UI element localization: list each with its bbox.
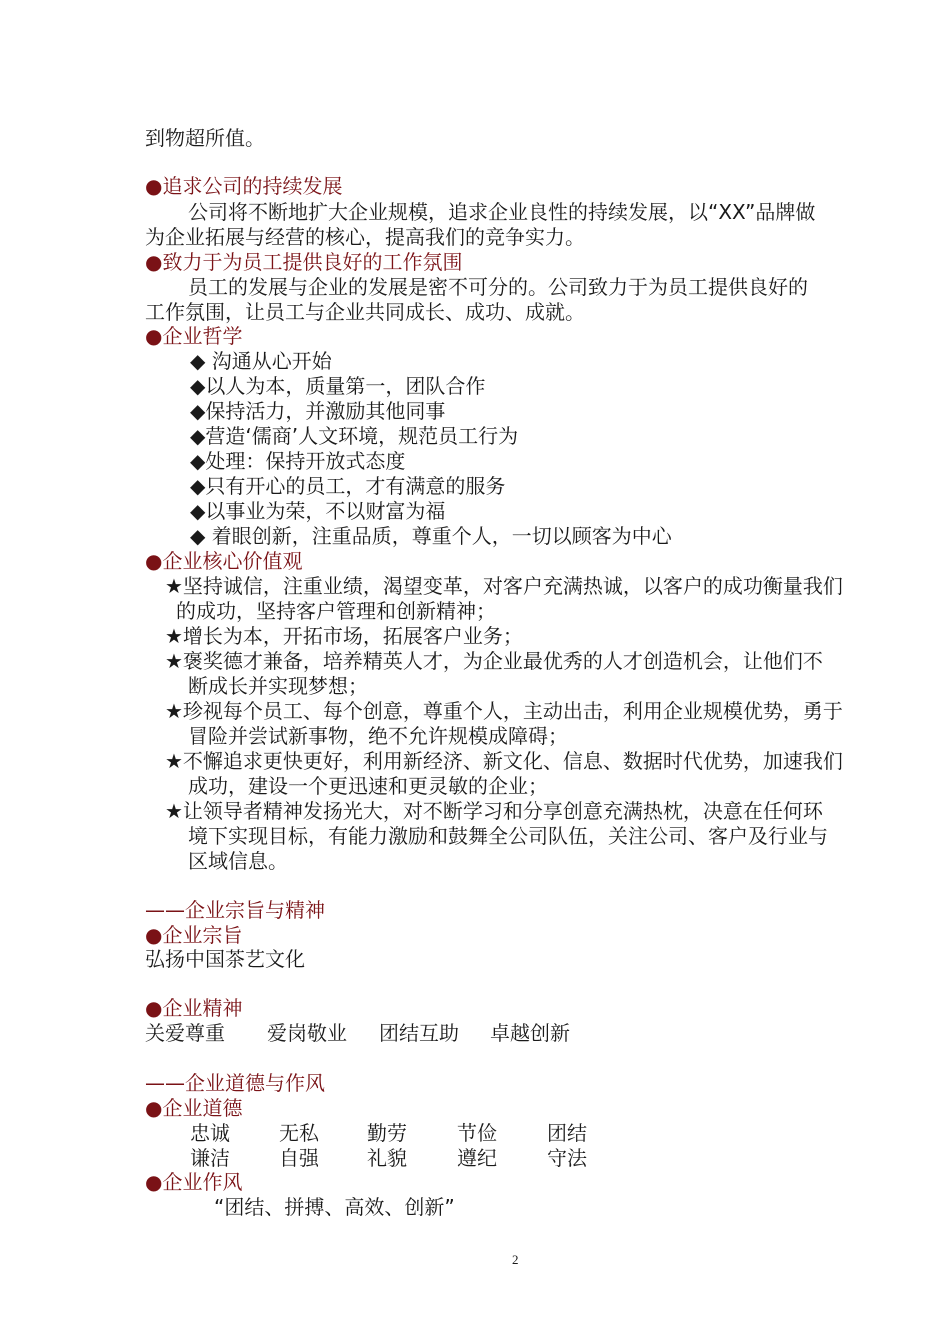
ethics-item: 谦洁 [190,1146,230,1170]
bullet-dot: ● [145,324,163,348]
bullet-dot: ● [145,996,163,1020]
paragraph-line: 工作氛围，让员工与企业共同成长、成功、成就。 [145,300,585,324]
spirit-item: 卓越创新 [490,1021,570,1045]
ethics-item: 遵纪 [457,1146,497,1170]
section-heading-style [145,1170,242,1194]
chapter-heading-purpose-spirit: ——企业宗旨与精神 [145,898,325,922]
value-line: 区域信息。 [188,849,288,873]
bullet-dot: ● [145,250,163,274]
value-line: ★褒奖德才兼备，培养精英人才，为企业最优秀的人才创造机会，让他们不 [165,649,823,673]
list-item: ◆ 着眼创新，注重品质，尊重个人，一切以顾客为中心 [190,524,672,548]
section-title: 企业核心价值观 [162,549,303,573]
section-title: 追求公司的持续发展 [162,174,343,198]
ethics-item: 无私 [279,1121,319,1145]
list-item: ◆ 沟通从心开始 [190,349,332,373]
section-title: 企业精神 [162,996,243,1020]
paragraph-line: 公司将不断地扩大企业规模，追求企业良性的持续发展，以“XX”品牌做 [188,200,816,224]
section-title: 企业道德 [162,1096,243,1120]
ethics-item: 自强 [279,1146,319,1170]
list-item: ◆只有开心的员工，才有满意的服务 [190,474,506,498]
list-item: ◆处理：保持开放式态度 [190,449,406,473]
value-line: 的成功，坚持客户管理和创新精神； [176,599,496,623]
value-line: ★增长为本，开拓市场，拓展客户业务； [165,624,523,648]
section-heading-spirit [145,996,242,1020]
paragraph-tail: 到物超所值。 [145,126,265,150]
section-title: 致力于为员工提供良好的工作氛围 [162,250,463,274]
value-line: 境下实现目标，有能力激励和鼓舞全公司队伍，关注公司、客户及行业与 [188,824,828,848]
chapter-heading-ethics-style: ——企业道德与作风 [145,1071,325,1095]
section-heading-ethics [145,1096,242,1120]
list-item: ◆营造‘儒商’人文环境，规范员工行为 [190,424,519,448]
value-line: ★让领导者精神发扬光大，对不断学习和分享创意充满热枕，决意在任何环 [165,799,823,823]
paragraph-line: 员工的发展与企业的发展是密不可分的。公司致力于为员工提供良好的 [188,275,808,299]
list-item: ◆以人为本，质量第一，团队合作 [190,374,486,398]
value-line: 成功，建设一个更迅速和更灵敏的企业； [188,774,548,798]
ethics-item: 忠诚 [190,1121,230,1145]
bullet-dot: ● [145,549,163,573]
bullet-dot: ● [145,174,163,198]
section-heading-purpose [145,923,242,947]
value-line: 冒险并尝试新事物，绝不允许规模成障碍； [188,724,568,748]
list-item: ◆保持活力，并激励其他同事 [190,399,446,423]
section-title: 企业作风 [162,1170,243,1194]
spirit-item: 团结互助 [379,1021,459,1045]
section-heading-sustainable-development [145,174,342,198]
spirit-item: 关爱尊重 [145,1021,225,1045]
purpose-text: 弘扬中国茶艺文化 [145,947,305,971]
paragraph-line: 为企业拓展与经营的核心，提高我们的竞争实力。 [145,225,585,249]
section-heading-core-values [145,549,302,573]
section-heading-work-atmosphere [145,250,462,274]
style-motto: “团结、拼搏、高效、创新” [214,1195,455,1219]
bullet-dot: ● [145,1096,163,1120]
ethics-item: 守法 [547,1146,587,1170]
ethics-item: 团结 [547,1121,587,1145]
bullet-dot: ● [145,1170,163,1194]
spirit-item: 爱岗敬业 [267,1021,347,1045]
section-heading-philosophy [145,324,242,348]
ethics-item: 勤劳 [367,1121,407,1145]
ethics-item: 节俭 [457,1121,497,1145]
section-title: 企业哲学 [162,324,243,348]
ethics-item: 礼貌 [367,1146,407,1170]
value-line: 断成长并实现梦想； [188,674,368,698]
value-line: ★珍视每个员工、每个创意，尊重个人，主动出击，利用企业规模优势，勇于 [165,699,843,723]
bullet-dot: ● [145,923,163,947]
value-line: ★不懈追求更快更好，利用新经济、新文化、信息、数据时代优势，加速我们 [165,749,843,773]
section-title: 企业宗旨 [162,923,243,947]
list-item: ◆以事业为荣，不以财富为福 [190,499,446,523]
page-number: 2 [512,1252,519,1267]
value-line: ★坚持诚信，注重业绩，渴望变革，对客户充满热诚，以客户的成功衡量我们 [165,574,843,598]
